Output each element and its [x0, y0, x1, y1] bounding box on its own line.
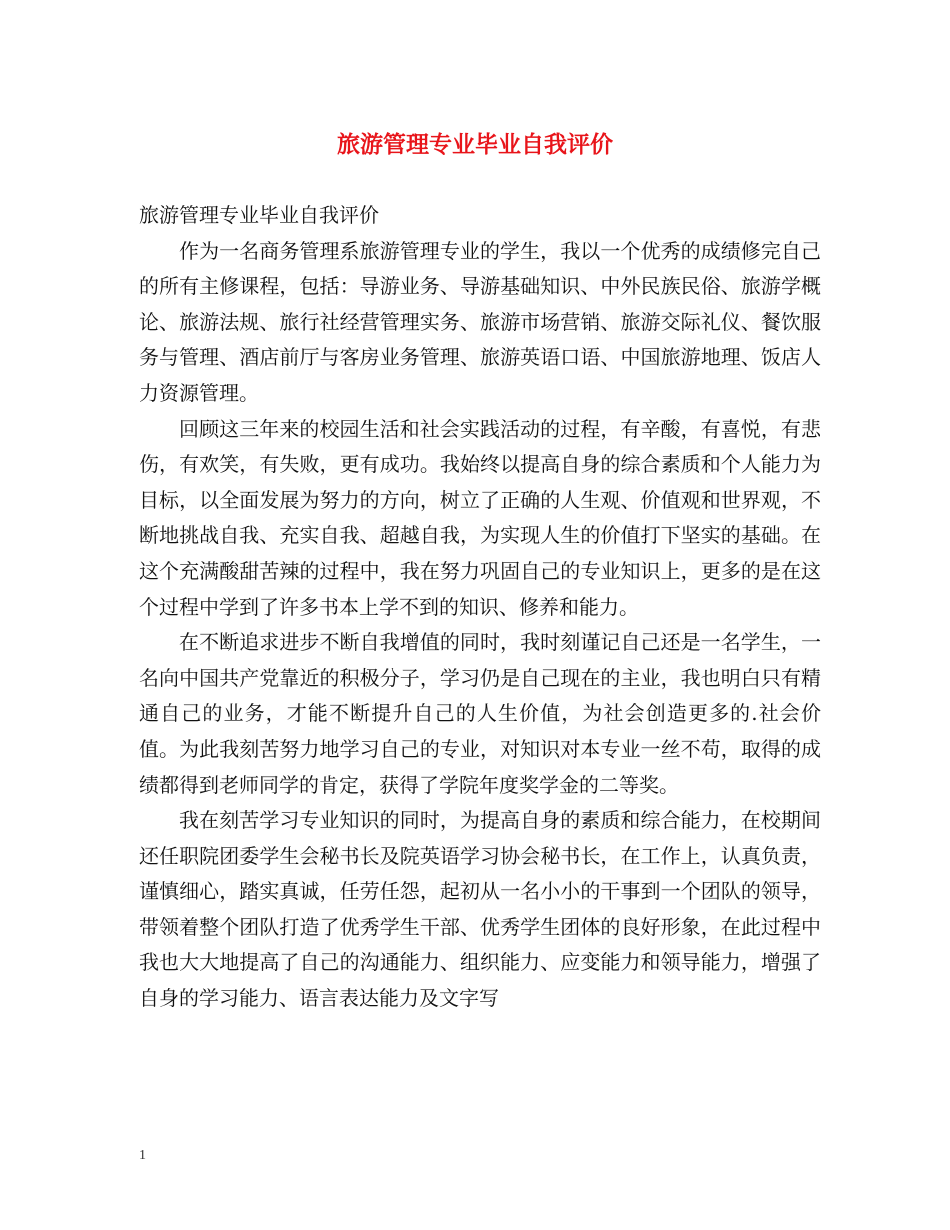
document-body — [139, 198, 821, 1017]
page-number: 1 — [139, 1148, 146, 1163]
document-subtitle: 旅游管理专业毕业自我评价 — [139, 203, 379, 227]
document-title: 旅游管理专业毕业自我评价 — [337, 131, 613, 158]
paragraph-review: 回顾这三年来的校园生活和社会实践活动的过程，有辛酸，有喜悦，有悲伤，有欢笑，有失败，更有成功。我始终以提高自身的综合素质和个人能力为目标，以全面发展为努力的方向，树立了正确的人生观、价值观和世界观，不断地挑战自我、充实自我、超越自我，为实现人生的价值打下坚实的基础。在这个充满酸甜苦辣的过程中，我在努力巩固自己的专业知识上，更多的是在这个过程中学到了许多书本上学不到的知识、修养和能力。 — [139, 416, 821, 619]
paragraph-courses: 作为一名商务管理系旅游管理专业的学生，我以一个优秀的成绩修完自己的所有主修课程，包括：导游业务、导游基础知识、中外民族民俗、旅游学概论、旅游法规、旅行社经营管理实务、旅游市场营销、旅游交际礼仪、餐饮服务与管理、酒店前厅与客房业务管理、旅游英语口语、中国旅游地理、饭店人力资源管理。 — [139, 238, 821, 405]
paragraph-study: 在不断追求进步不断自我增值的同时，我时刻谨记自己还是一名学生，一名向中国共产党靠近的积极分子，学习仍是自己现在的主业，我也明白只有精通自己的业务，才能不断提升自己的人生价值，为社会创造更多的.社会价值。为此我刻苦努力地学习自己的专业，对知识对本专业一丝不苟，取得的成绩都得到老师同学的肯定，获得了学院年度奖学金的二等奖。 — [139, 630, 821, 797]
paragraph-work: 我在刻苦学习专业知识的同时，为提高自身的素质和综合能力，在校期间还任职院团委学生会秘书长及院英语学习协会秘书长，在工作上，认真负责，谨慎细心，踏实真诚，任劳任怨，起初从一名小小的干事到一个团队的领导，带领着整个团队打造了优秀学生干部、优秀学生团体的良好形象，在此过程中我也大大地提高了自己的沟通能力、组织能力、应变能力和领导能力，增强了自身的学习能力、语言表达能力及文字写 — [139, 808, 821, 1011]
